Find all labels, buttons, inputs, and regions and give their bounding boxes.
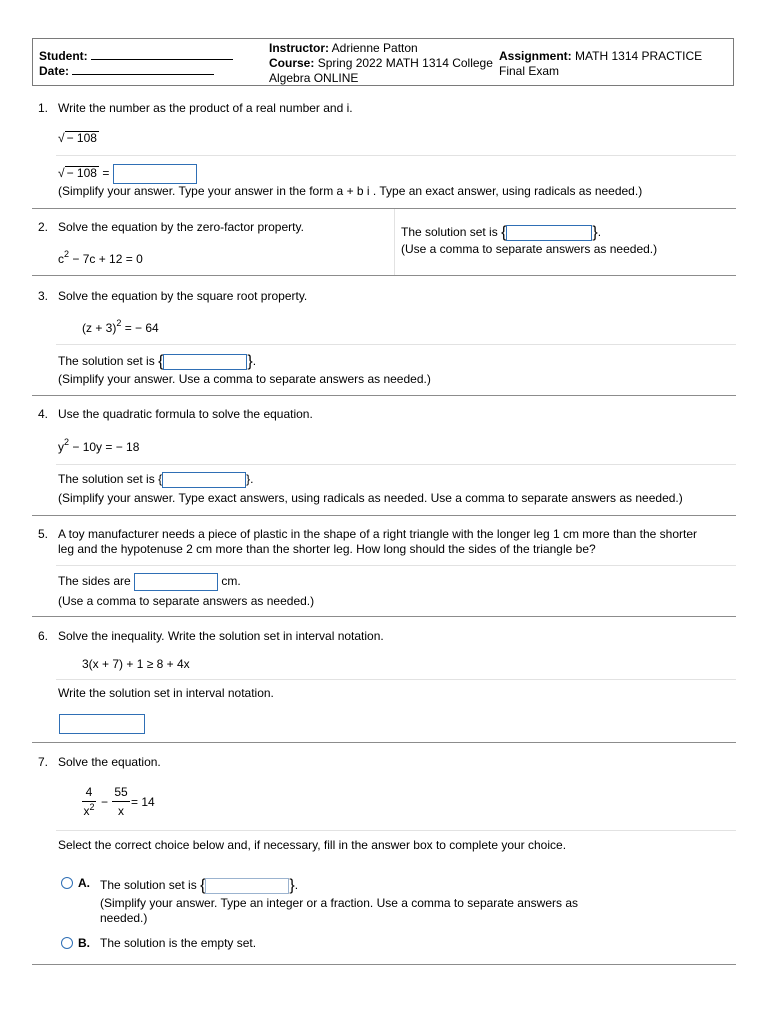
q7-denominator-2: x [112, 801, 130, 818]
student-date-block [39, 49, 233, 79]
choice-a-hint-line2: needed.) [100, 911, 148, 925]
q1-divider [56, 155, 736, 156]
assignment-label: Assignment: [499, 49, 572, 63]
q5-separator [32, 616, 736, 617]
q4-eq-rest: − 10y = − 18 [69, 440, 140, 454]
q3-answer-row: The solution set is { }. [58, 353, 257, 370]
q7-denominator-1 [82, 801, 96, 818]
q1-equals: = [102, 166, 110, 181]
q6-answer-label: Write the solution set in interval notation. [58, 686, 274, 700]
q1-separator [32, 208, 736, 209]
q4-number: 4. [38, 407, 49, 421]
q7-number: 7. [38, 755, 49, 769]
q3-open-brace: { [158, 353, 164, 370]
q3-eq-rest: = − 64 [121, 321, 159, 335]
choice-a-close-brace: } [289, 877, 295, 894]
choice-a-label: The solution set is [100, 878, 197, 893]
q2-eq-exp: 2 [64, 249, 70, 259]
q2-open-brace: { [501, 224, 507, 241]
q4-prompt: Use the quadratic formula to solve the equation. [58, 407, 313, 421]
q5-prompt-line2: leg and the hypotenuse 2 cm more than the shorter leg. How long should the sides of the triangle be? [58, 542, 596, 556]
q1-expression: √ − 108 [58, 131, 97, 145]
q5-number: 5. [38, 527, 49, 541]
q2-close-brace: } [592, 224, 598, 241]
q2-answer-row: The solution set is { }. [401, 224, 602, 241]
q7-divider [56, 830, 736, 831]
q7-separator [32, 964, 736, 965]
q2-separator [32, 275, 736, 276]
q6-prompt: Solve the inequality. Write the solution set in interval notation. [58, 629, 384, 643]
q4-divider [56, 464, 736, 465]
q7-instruction: Select the correct choice below and, if necessary, fill in the answer box to complete your choice. [58, 838, 567, 852]
choice-a-row: The solution set is { }. [100, 877, 299, 894]
assignment-value: MATH 1314 PRACTICE [575, 49, 703, 63]
q5-prompt-line1: A toy manufacturer needs a piece of plastic in the shape of a right triangle with the longer leg 1 cm more than the shorter [58, 527, 698, 541]
choice-b-label: The solution is the empty set. [100, 936, 257, 950]
q3-close-brace: } [247, 353, 253, 370]
q7-numerator-2: 55 [114, 785, 128, 799]
q6-inequality: 3(x + 7) + 1 ≥ 8 + 4x [82, 657, 190, 671]
q3-equation [82, 318, 159, 335]
q5-answer-label: The sides are [58, 574, 131, 589]
q4-separator [32, 515, 736, 516]
course-label: Course: [269, 56, 315, 70]
q7-fraction-1 [82, 785, 96, 818]
q2-hint: (Use a comma to separate answers as needed.) [401, 242, 658, 256]
q5-unit: cm. [221, 574, 241, 589]
q4-answer-label: The solution set is [58, 472, 155, 487]
choice-a-answer-box[interactable] [205, 878, 289, 894]
q5-hint: (Use a comma to separate answers as needed.) [58, 594, 315, 608]
course-value-2: Algebra ONLINE [269, 71, 359, 85]
q3-answer-label: The solution set is [58, 354, 155, 369]
q3-eq-base: (z + 3) [82, 321, 117, 335]
q1-answer-radicand: − 108 [66, 166, 97, 181]
q5-answer-row [58, 573, 241, 591]
q7-den1-exp: 2 [89, 802, 95, 812]
choice-a-letter: A. [78, 876, 90, 890]
q4-eq-exp: 2 [64, 437, 70, 447]
q2-number: 2. [38, 220, 49, 234]
q6-separator [32, 742, 736, 743]
q3-prompt: Solve the equation by the square root property. [58, 289, 308, 303]
q1-answer-box[interactable] [113, 164, 197, 184]
course-block [269, 41, 503, 86]
assignment-block [499, 49, 731, 79]
q6-divider [56, 679, 736, 680]
q2-eq-base: c [58, 252, 64, 266]
assignment-value-2: Final Exam [499, 64, 560, 78]
q7-fraction-2 [112, 785, 130, 818]
date-label: Date: [39, 64, 70, 78]
q7-numerator-1: 4 [85, 785, 93, 799]
q2-prompt: Solve the equation by the zero-factor property. [58, 220, 304, 234]
q4-eq-base: y [58, 440, 64, 454]
q4-hint: (Simplify your answer. Type exact answers, using radicals as needed. Use a comma to separate answers as needed.) [58, 491, 683, 505]
q4-open-brace: { [158, 472, 163, 487]
choice-a-hint-line1: (Simplify your answer. Type an integer or a fraction. Use a comma to separate answers as [100, 896, 578, 910]
instructor-value: Adrienne Patton [331, 41, 418, 55]
choice-a-open-brace: { [200, 877, 206, 894]
q4-answer-box[interactable] [162, 472, 246, 488]
q3-divider [56, 344, 736, 345]
student-blank [91, 49, 233, 60]
q1-prompt: Write the number as the product of a real number and i. [58, 101, 353, 115]
q1-radicand: − 108 [66, 131, 97, 145]
choice-a-radio[interactable] [61, 877, 73, 889]
q2-equation [58, 249, 143, 266]
q3-separator [32, 395, 736, 396]
q7-minus: − [101, 795, 109, 809]
choice-b-radio[interactable] [61, 937, 73, 949]
choice-b-letter: B. [78, 936, 90, 950]
q3-hint: (Simplify your answer. Use a comma to separate answers as needed.) [58, 372, 431, 386]
header-box [32, 38, 734, 86]
q5-answer-box[interactable] [134, 573, 218, 591]
q4-answer-row: The solution set is { }. [58, 472, 254, 487]
q1-number: 1. [38, 101, 49, 115]
date-blank [72, 64, 214, 75]
q6-number: 6. [38, 629, 49, 643]
q2-column-divider [394, 209, 395, 275]
q2-answer-box[interactable] [506, 225, 592, 241]
q2-eq-rest: − 7c + 12 = 0 [69, 252, 143, 266]
q4-close-brace: } [246, 472, 251, 487]
student-label: Student: [39, 49, 88, 63]
q6-answer-box[interactable] [59, 714, 145, 734]
q1-answer-row: √ − 108 = [58, 164, 197, 184]
q7-prompt: Solve the equation. [58, 755, 161, 769]
q1-hint: (Simplify your answer. Type your answer in the form a + b i . Type an exact answer, using radicals as needed.) [58, 184, 643, 198]
q3-answer-box[interactable] [163, 354, 247, 370]
q7-den1-base: x [83, 804, 90, 818]
q3-number: 3. [38, 289, 49, 303]
q5-divider [56, 565, 736, 566]
course-value: Spring 2022 MATH 1314 College [317, 56, 493, 70]
instructor-label: Instructor: [269, 41, 329, 55]
q2-answer-label: The solution set is [401, 225, 498, 240]
q7-equation-rest: = 14 [131, 795, 155, 809]
q3-eq-exp: 2 [116, 318, 122, 328]
q4-equation [58, 437, 140, 454]
